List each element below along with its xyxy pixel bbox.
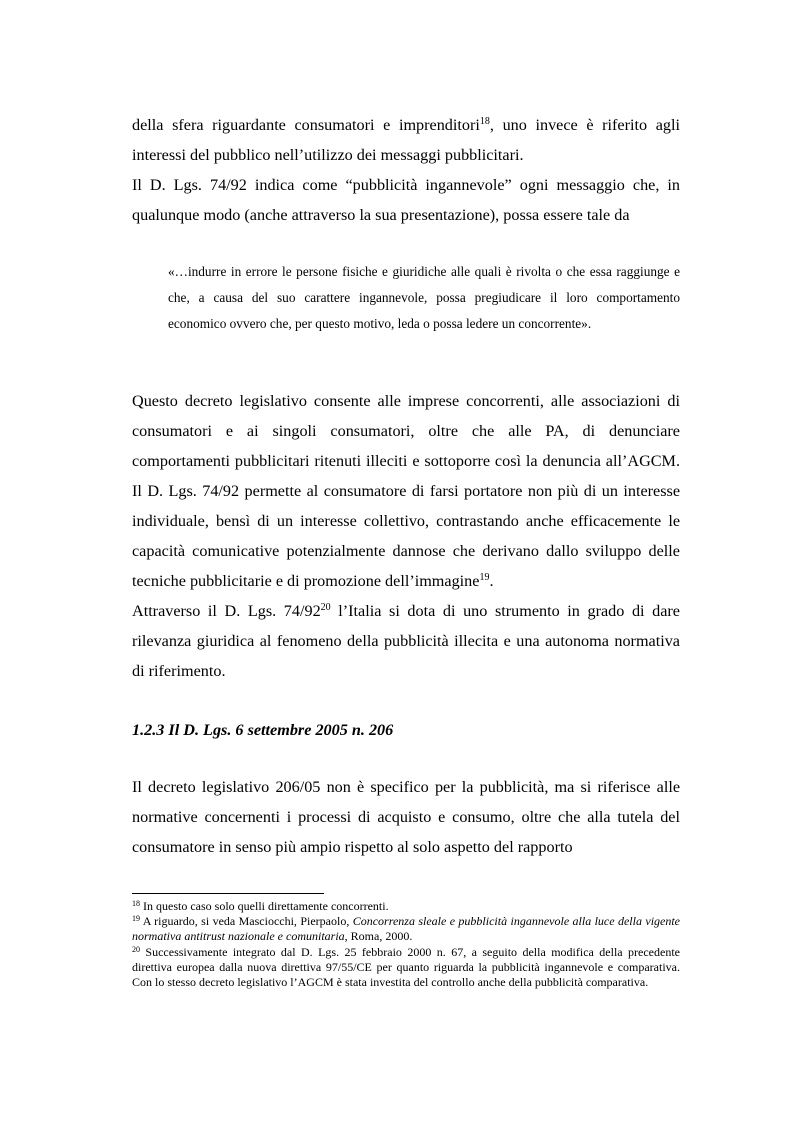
- footnote-18: $^{18}$ In questo caso solo quelli direttamente concorrenti.: [132, 899, 389, 913]
- footnote-19: $^{19}$ A riguardo, si veda Masciocchi, Pierpaolo, Concorrenza sleale e pubblicità ingannevole alla luce della vigente normativa antitrust nazionale e comunitaria, Roma, 2000.: [132, 914, 681, 944]
- footnote-num-20: 20: [132, 944, 140, 954]
- footnote-20: $^{20}$ Successivamente integrato dal D. Lgs. 25 febbraio 2000 n. 67, a seguito della modifica della precedente direttiva europea dalla nuova direttiva 97/55/CE per quanto riguarda la pubblicità ingannevole e comparativa. Con lo stesso decreto legislativo l’AGCM è stata investita del controllo anche della pubblicità comparativa.: [132, 944, 680, 990]
- footnote-ref-20[interactable]: 20: [320, 602, 331, 613]
- paragraph-decree-text: Questo decreto legislativo consente alle imprese concorrenti, alle associazioni di consumatori e ai singoli consumatori, oltre che alle PA, di denunciare comportamenti pubblicitari ritenuti illeciti e sottoporre così la denuncia all’AGCM. Il D. Lgs. 74/92 permette al consumatore di farsi portatore non più di un interesse individuale, bensì di un interesse collettivo, contrastando anche efficacemente le capacità comunicative potenzialmente dannose che derivano dallo sviluppo delle tecniche pubblicitarie e di promozione dell’immagine$^{19}$.: [132, 392, 680, 590]
- paragraph-decree: [132, 386, 680, 686]
- paragraph-italy: Attraverso il D. Lgs. $74/92^{20}$ l’Italia si dota di uno strumento in grado di dare rilevanza giuridica al fenomeno della pubblicità illecita e una autonoma normativa di riferimento.: [132, 602, 680, 680]
- footnote-separator: [132, 893, 324, 894]
- footnotes: [132, 899, 680, 990]
- footnote-ref-18[interactable]: 18: [479, 116, 490, 127]
- paragraph-206-text: Il decreto legislativo 206/05 non è specifico per la pubblicità, ma si riferisce alle normative concernenti i processi di acquisto e consumo, oltre che alla tutela del consumatore in senso più ampio rispetto al solo aspetto del rapporto: [132, 778, 680, 856]
- paragraph-definition: Il D. Lgs. 74/92 indica come “pubblicità ingannevole” ogni messaggio che, in qualunque modo (anche attraverso la sua presentazione), possa essere tale da: [132, 176, 680, 224]
- paragraph-intro-text: della sfera riguardante consumatori e imprenditori$^{18}$, uno invece è riferito agli interessi del pubblico nell’utilizzo dei messaggi pubblicitari.: [132, 116, 680, 164]
- footnote-num-19: 19: [132, 914, 140, 924]
- footnote-ref-19[interactable]: 19: [479, 572, 490, 583]
- cited-title: Concorrenza sleale e pubblicità ingannevole alla luce della vigente normativa antitrust nazionale e comunitaria: [132, 914, 681, 944]
- section-heading: 1.2.3 Il D. Lgs. 6 settembre 2005 n. 206: [132, 721, 394, 739]
- paragraph-206: [132, 772, 680, 862]
- footnote-num-18: 18: [132, 899, 140, 908]
- paragraph-intro: [132, 110, 680, 230]
- block-quote: «…indurre in errore le persone fisiche e giuridiche alle quali è rivolta o che essa raggiunge e che, a causa del suo carattere ingannevole, possa pregiudicare il loro comportamento economico ovvero che, per questo motivo, leda o possa ledere un concorrente».: [168, 264, 680, 331]
